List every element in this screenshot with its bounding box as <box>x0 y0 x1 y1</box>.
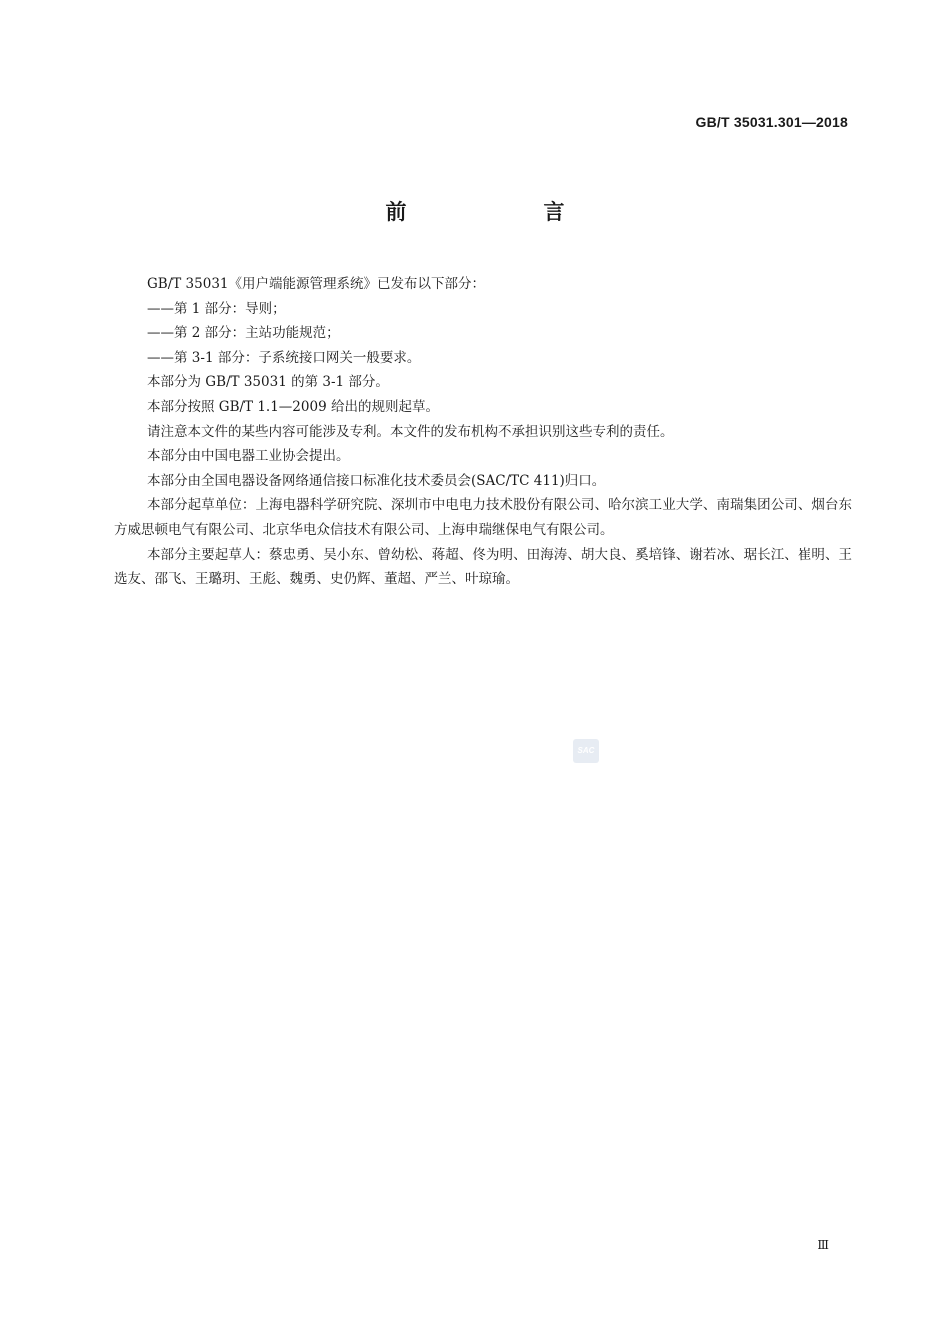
paragraph-committee: 本部分由全国电器设备网络通信接口标准化技术委员会(SAC/TC 411)归口。 <box>147 472 606 489</box>
page-number: Ⅲ <box>817 1238 829 1252</box>
document-body <box>114 272 852 592</box>
list-item-part-3-1: ——第 3-1 部分：子系统接口网关一般要求。 <box>147 349 421 366</box>
paragraph-drafting-rules: 本部分按照 GB/T 1.1—2009 给出的规则起草。 <box>147 398 439 415</box>
list-item-part-1: ——第 1 部分：导则； <box>147 300 286 317</box>
paragraph-part-statement: 本部分为 GB/T 35031 的第 3-1 部分。 <box>147 374 389 391</box>
standard-code: GB/T 35031.301—2018 <box>695 114 848 130</box>
paragraph-series-intro: GB/T 35031《用户端能源管理系统》已发布以下部分： <box>147 276 485 292</box>
paragraph-patent-notice: 请注意本文件的某些内容可能涉及专利。本文件的发布机构不承担识别这些专利的责任。 <box>147 423 674 440</box>
page-title: 前 言 <box>385 200 623 224</box>
sac-watermark-logo: SAC <box>573 739 599 763</box>
paragraph-drafters: 本部分主要起草人：蔡忠勇、吴小东、曾幼松、蒋超、佟为明、田海涛、胡大良、奚培锋、谢若冰、琚长江、崔明、王选友、邵飞、王璐玥、王彪、魏勇、史仍辉、董超、严兰、叶琼瑜。 <box>114 546 852 588</box>
paragraph-proposer: 本部分由中国电器工业协会提出。 <box>147 448 350 465</box>
list-item-part-2: ——第 2 部分：主站功能规范； <box>147 325 340 342</box>
paragraph-drafting-units: 本部分起草单位：上海电器科学研究院、深圳市中电电力技术股份有限公司、哈尔滨工业大学、南瑞集团公司、烟台东方威思顿电气有限公司、北京华电众信技术有限公司、上海申瑞继保电气有限公司。 <box>114 497 852 538</box>
